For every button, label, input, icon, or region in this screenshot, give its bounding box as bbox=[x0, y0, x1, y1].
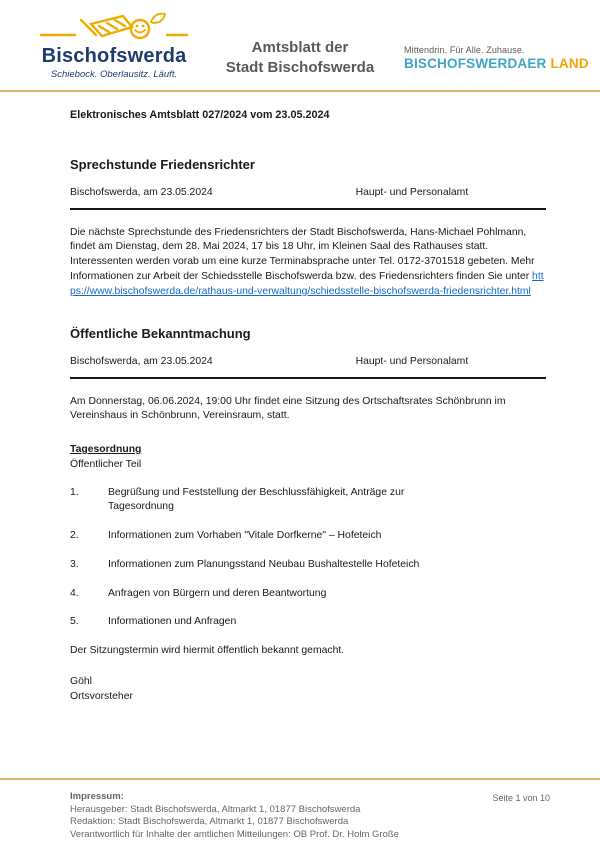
agenda-item bbox=[70, 558, 546, 573]
logo-tagline: Schiebock. Oberlausitz. Läuft. bbox=[50, 69, 178, 80]
impressum-line-herausgeber: Herausgeber: Stadt Bischofswerda, Altmarkt 1, 01877 Bischofswerda bbox=[70, 803, 361, 815]
agenda-item-number: 4. bbox=[70, 587, 79, 599]
agenda-item-text: Informationen zum Vorhaben "Vitale Dorfkerne" – Hofeteich bbox=[108, 530, 382, 542]
closing-line: Der Sitzungstermin wird hiermit öffentlich bekannt gemacht. bbox=[70, 645, 345, 657]
impressum-line-redaktion: Redaktion: Stadt Bischofswerda, Altmarkt 1, 01877 Bischofswerda bbox=[70, 816, 349, 828]
department: Haupt- und Personalamt bbox=[355, 355, 469, 367]
page-indicator: Seite 1 von 10 bbox=[492, 793, 550, 803]
department: Haupt- und Personalamt bbox=[355, 186, 469, 198]
signature-name: Göhl bbox=[70, 676, 92, 688]
agenda-item bbox=[70, 486, 546, 516]
schiedsstelle-link[interactable]: https://www.bischofswerda.de/rathaus-und-verwaltung/schiedsstelle-bischofswerda-friedensrichter.html bbox=[70, 270, 544, 297]
city-logo bbox=[38, 10, 190, 80]
issue-line: Elektronisches Amtsblatt 027/2024 vom 23.05.2024 bbox=[70, 109, 330, 121]
signature-block bbox=[70, 675, 546, 705]
agenda-subheading: Öffentlicher Teil bbox=[70, 458, 142, 470]
schiebock-mascot-icon bbox=[39, 10, 189, 46]
date-place: Bischofswerda, am 23.05.2024 bbox=[70, 186, 213, 198]
section-body-sprechstunde bbox=[70, 226, 546, 300]
agenda-item-number: 2. bbox=[70, 530, 79, 542]
section-title-sprechstunde: Sprechstunde Friedensrichter bbox=[70, 157, 255, 173]
agenda-item-number: 1. bbox=[70, 486, 79, 498]
signature-title: Ortsvorsteher bbox=[70, 690, 133, 702]
region-brand bbox=[404, 45, 589, 71]
region-brand-name-blue: BISCHOFSWERDAER bbox=[404, 56, 547, 71]
region-brand-slogan: Mittendrin. Für Alle. Zuhause. bbox=[404, 45, 525, 55]
section-body-bekanntmachung: Am Donnerstag, 06.06.2024, 19:00 Uhr findet eine Sitzung des Ortschaftsrates Schönbrunn im Vereinshaus in Schönbrunn, Vereinsraum, statt. bbox=[70, 395, 506, 422]
agenda-item-text: Informationen zum Planungsstand Neubau Bushaltestelle Hofeteich bbox=[108, 558, 420, 570]
impressum-label: Impressum: bbox=[70, 791, 124, 802]
document-content bbox=[70, 100, 546, 705]
document-title-line1: Amtsblatt der bbox=[251, 39, 349, 56]
agenda-item-number: 5. bbox=[70, 616, 79, 628]
agenda-item bbox=[70, 615, 546, 630]
section-body-text: Die nächste Sprechstunde des Friedensrichters der Stadt Bischofswerda, Hans-Michael Pohlmann, findet am Dienstag, dem 28. Mai 2024, 17 bis 18 Uhr, im Kleinen Saal des Rathauses statt. Interessenten werden vorab um eine kurze Terminabsprache unter Tel. 0172-3701518 gebeten. Mehr Informationen zur Arbeit der Schiedsstelle Bischofswerda bzw. des Friedensrichters finden Sie unter bbox=[70, 226, 535, 282]
document-title-line2: Stadt Bischofswerda bbox=[225, 59, 375, 77]
logo-city-name: Bischofswerda bbox=[41, 45, 187, 67]
agenda-item bbox=[70, 587, 546, 602]
date-place: Bischofswerda, am 23.05.2024 bbox=[70, 355, 213, 367]
agenda-item-text: Begrüßung und Feststellung der Beschlussfähigkeit, Anträge zur Tagesordnung bbox=[108, 486, 405, 513]
agenda-list bbox=[70, 486, 546, 631]
agenda-heading: Tagesordnung bbox=[70, 444, 142, 456]
region-brand-name-orange: LAND bbox=[550, 56, 589, 71]
section-title-bekanntmachung: Öffentliche Bekanntmachung bbox=[70, 326, 251, 342]
agenda-item-text: Anfragen von Bürgern und deren Beantwortung bbox=[108, 587, 327, 599]
agenda-item-text: Informationen und Anfragen bbox=[108, 616, 237, 628]
section-meta-row bbox=[70, 355, 546, 379]
impressum-block bbox=[70, 791, 470, 841]
impressum-line-verantwortlich: Verantwortlich für Inhalte der amtlichen Mitteilungen: OB Prof. Dr. Holm Große bbox=[70, 828, 399, 840]
agenda-item bbox=[70, 529, 546, 544]
agenda-item-number: 3. bbox=[70, 558, 79, 570]
region-brand-name bbox=[404, 56, 589, 71]
document-title bbox=[195, 38, 405, 79]
footer-divider bbox=[0, 778, 600, 780]
section-meta-row bbox=[70, 186, 546, 210]
header-divider bbox=[0, 90, 600, 92]
